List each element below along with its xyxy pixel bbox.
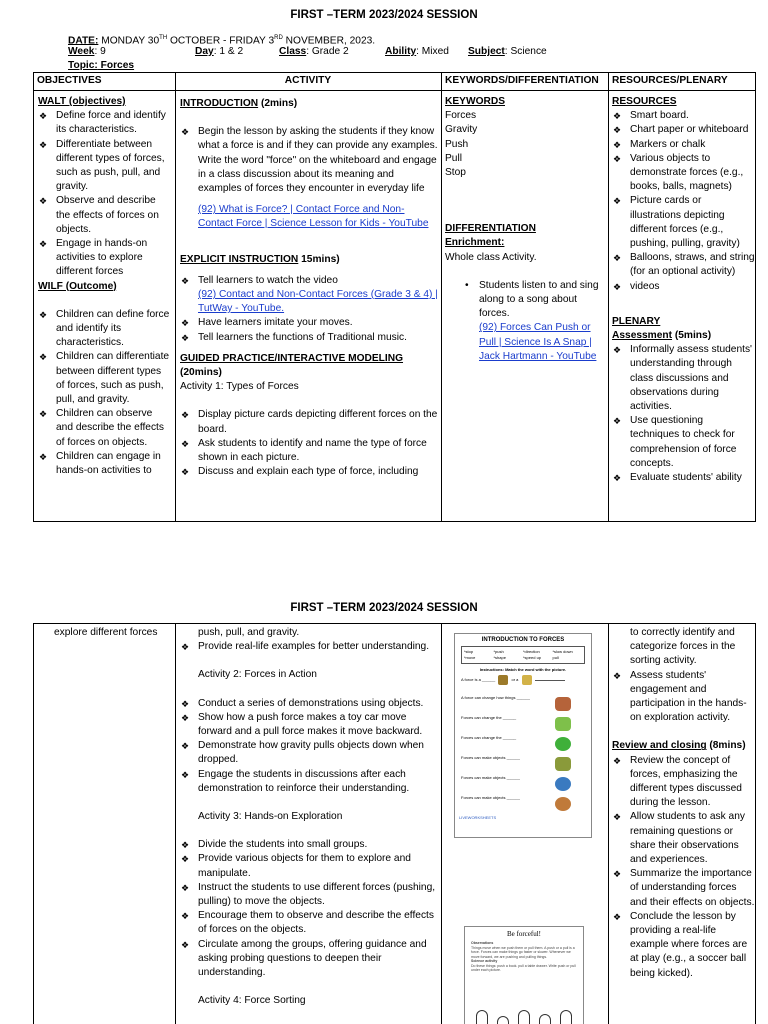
class-label: Class — [279, 46, 307, 57]
header-divider — [34, 90, 755, 91]
class-field — [279, 45, 349, 59]
date-mid: OCTOBER - FRIDAY 3 — [167, 35, 275, 47]
list-item: ❖ videos — [612, 280, 755, 294]
keyword-item: Stop — [445, 167, 466, 179]
worksheet-text: Observations Things move when we push them or pull them. A push or a pull is a force. Forces can make things go faster or slower. Whenever we move forward, we are pushing and pulling things. Science activity Do these things: push a book. pull a table drawer. Write push or pull under each picture. — [471, 941, 576, 972]
list-item: ❖ Evaluate students' ability — [612, 471, 755, 485]
date-end: NOVEMBER, 2023. — [282, 35, 376, 47]
topic-value: Forces — [97, 60, 135, 71]
resources-heading: RESOURCES — [612, 96, 677, 107]
list-item: ❖ Various objects to demonstrate forces (e.g., books, balls, magnets) — [612, 152, 755, 195]
introduction-time: (2mins) — [258, 98, 298, 109]
column-header-resources: RESOURCES/PLENARY — [612, 75, 728, 86]
list-item: ❖ Discuss and explain each type of force, including — [180, 465, 438, 479]
subject-value: : Science — [504, 46, 547, 57]
date-label: DATE: — [68, 35, 99, 47]
list-item: ❖ Children can observe and describe the effects of forces on objects. — [38, 407, 172, 450]
list-item: ❖ Summarize the importance of understanding forces and their effects on objects. — [612, 867, 755, 910]
date-sup: TH — [159, 35, 168, 41]
list-item: ❖ Differentiate between different types of forces, such as push, pull, and gravity. — [38, 138, 172, 195]
snail-icon — [555, 797, 571, 811]
date-sup: RD — [274, 35, 283, 41]
worksheet-row: Forces can change the ______ — [455, 735, 591, 755]
worksheet-row: Forces can make objects ______ — [455, 755, 591, 775]
word-bank-item: *direction — [523, 649, 540, 654]
ability-field — [385, 45, 449, 59]
list-item: • Students listen to and sing along to a song about forces. (92) Forces Can Push or Pull | Science Is A Snap | Jack Hartmann - YouTube — [445, 279, 605, 364]
explicit-instruction-time: 15mins) — [298, 253, 340, 265]
list-item: ❖ Divide the students into small groups. — [180, 838, 438, 852]
ability-label: Ability — [385, 46, 417, 57]
assessment-heading: Assessment — [612, 330, 673, 342]
week-value: : 9 — [94, 46, 106, 57]
lesson-plan-table-continued — [33, 623, 756, 1024]
explicit-instruction-heading: EXPLICIT INSTRUCTION — [180, 253, 299, 265]
wilf-heading: WILF (Outcome) — [38, 280, 117, 292]
list-item: ❖ Show how a push force makes a toy car move forward and a pull force makes it move backward. — [180, 711, 438, 739]
plenary-heading: PLENARY — [612, 315, 661, 327]
worksheet-row: Forces can make objects ______ — [455, 775, 591, 795]
column-header-activity: ACTIVITY — [284, 75, 332, 86]
activity-subheading: Activity 1: Types of Forces — [180, 381, 299, 393]
column-header-objectives: OBJECTIVES — [37, 75, 102, 86]
subject-field — [468, 45, 547, 59]
column-divider — [441, 73, 442, 521]
keyword-item: Pull — [445, 152, 462, 164]
worksheet-image-be-forceful — [464, 926, 584, 1024]
day-value: : 1 & 2 — [213, 46, 244, 57]
list-item: ❖ Review the concept of forces, emphasizing the different types discussed during the lesson. — [612, 754, 755, 811]
review-closing-heading: Review and closing — [612, 740, 707, 752]
list-item: ❖ Markers or chalk — [612, 138, 755, 152]
list-item: ❖ Observe and describe the effects of forces on objects. — [38, 194, 172, 237]
subject-label: Subject — [468, 46, 505, 57]
list-item: ❖ Encourage them to observe and describe the effects of forces on the objects. — [180, 909, 438, 937]
list-item: ❖ Assess students' engagement and participation in the hands-on exploration activity. — [612, 669, 755, 726]
list-item: ❖ Allow students to ask any remaining questions or share their observations and experiences. — [612, 810, 755, 867]
list-item: ❖ Provide various objects for them to explore and manipulate. — [180, 852, 438, 880]
person-figure-icon — [497, 1016, 509, 1024]
worksheet-row: Forces can change the ______ — [455, 715, 591, 735]
list-item: ❖ Provide real-life examples for better understanding. — [180, 640, 438, 654]
activity-cell — [180, 97, 438, 521]
word-bank-item: *slow down — [552, 649, 573, 654]
word-bank-item: *stop — [464, 649, 474, 654]
list-item: ❖ Balloons, straws, and string (for an optional activity) — [612, 251, 755, 279]
column-divider — [441, 624, 442, 1024]
list-item: ❖ Engage in hands-on activities to explore different forces — [38, 237, 172, 280]
page-title: FIRST –TERM 2023/2024 SESSION — [290, 602, 478, 614]
word-bank-item: *speed up — [523, 655, 542, 660]
objectives-continued: explore different forces — [54, 627, 158, 638]
guided-practice-heading: GUIDED PRACTICE/INTERACTIVE MODELING — [180, 352, 404, 364]
list-item: ❖ Conduct a series of demonstrations using objects. — [180, 697, 438, 711]
differentiation-heading: DIFFERENTIATION — [445, 223, 536, 235]
column-divider — [608, 624, 609, 1024]
column-divider — [175, 73, 176, 521]
objectives-cell — [38, 95, 172, 521]
review-closing-time: (8mins) — [706, 740, 746, 752]
keyword-item: Forces — [445, 110, 477, 122]
person-figure-icon — [539, 1014, 551, 1024]
activity-3-heading: Activity 3: Hands-on Exploration — [198, 811, 343, 823]
person-figure-icon — [518, 1010, 530, 1024]
list-item: ❖ Define force and identify its characteristics. — [38, 109, 172, 137]
ability-value: : Mixed — [416, 46, 449, 57]
person-figure-icon — [560, 1010, 572, 1024]
worksheet-image-forces — [454, 633, 592, 838]
list-item: ❖ Use questioning techniques to check for comprehension of force concepts. — [612, 414, 755, 471]
lesson-plan-table — [33, 72, 756, 522]
person-figure-icon — [476, 1010, 488, 1024]
resources-continued-text: to correctly identify and categorize forces in the sorting activity. — [630, 627, 736, 667]
guided-practice-time: (20mins) — [180, 367, 222, 379]
word-bank — [461, 646, 585, 664]
topic-label: Topic: — [68, 60, 98, 71]
resources-continued — [612, 626, 755, 1024]
week-label: Week — [68, 46, 95, 57]
day-label: Day — [195, 46, 214, 57]
person-pushing-icon — [555, 697, 571, 711]
list-item: ❖ Conclude the lesson by providing a real-life example where forces are at play (e.g., a soccer ball being kicked). — [612, 910, 755, 981]
squashed-ball-icon — [555, 737, 571, 751]
introduction-paragraph: Write the word "force" on the whiteboard and engage in a class discussion about its meaning and examples of forces they encounter in everyday life — [198, 154, 437, 195]
skater-icon — [555, 757, 571, 771]
worksheet-footer: LIVEWORKSHEETS — [459, 815, 497, 820]
push-picture-icon — [522, 675, 532, 685]
introduction-heading: INTRODUCTION — [180, 98, 259, 109]
list-item: ❖ Children can define force and identify its characteristics. — [38, 308, 172, 351]
activity-continued-text: push, pull, and gravity. — [198, 627, 300, 638]
column-divider — [175, 624, 176, 1024]
word-bank-item: *shape — [493, 655, 506, 660]
video-link[interactable]: (92) What is Force? | Contact Force and Non-Contact Force | Science Lesson for Kids - YouTube — [198, 204, 429, 230]
pull-picture-icon — [498, 675, 508, 685]
video-link[interactable]: (92) Contact and Non-Contact Forces (Grade 3 & 4) | TutWay - YouTube. — [198, 289, 438, 315]
wilf-list — [38, 308, 172, 478]
date-value: MONDAY 30 — [98, 35, 160, 47]
worksheet-instructions: Instructions: Match the word with the picture. — [479, 667, 567, 672]
snail-icon — [555, 777, 571, 791]
worksheet-row: A force is a ______ or a — [455, 675, 591, 695]
walt-list — [38, 109, 172, 279]
worksheet-row: A force can change how things ______ — [455, 695, 591, 715]
list-item: ❖ Demonstrate how gravity pulls objects down when dropped. — [180, 739, 438, 767]
word-bank-item: *move — [464, 655, 476, 660]
activity-continued — [180, 626, 438, 1024]
keyword-item: Push — [445, 138, 469, 150]
list-item: ❖ Smart board. — [612, 109, 755, 123]
list-item: ❖ Instruct the students to use different forces (pushing, pulling) to move the objects. — [180, 881, 438, 909]
list-item: ❖ Display picture cards depicting different forces on the board. — [180, 408, 438, 436]
worksheet-row: Forces can make objects ______ — [455, 795, 591, 815]
walt-heading: WALT (objectives) — [38, 96, 126, 107]
list-item: ❖ Tell learners to watch the video (92) Contact and Non-Contact Forces (Grade 3 & 4) | TutWay - YouTube. — [180, 274, 438, 317]
list-item: ❖ Children can differentiate between different types of forces, such as push, pull, and gravity. — [38, 350, 172, 407]
word-bank-item: *push — [493, 649, 504, 654]
list-item: ❖ Children can engage in hands-on activities to — [38, 450, 172, 478]
enrichment-heading: Enrichment: — [445, 237, 505, 249]
activity-2-heading: Activity 2: Forces in Action — [198, 669, 317, 681]
list-item: ❖ Circulate among the groups, offering guidance and asking probing questions to deepen their understanding. — [180, 938, 438, 981]
column-divider — [608, 73, 609, 521]
keywords-cell — [445, 95, 605, 521]
list-item: ❖ Ask students to identify and name the type of force shown in each picture. — [180, 437, 438, 465]
keyword-item: Gravity — [445, 124, 478, 136]
assessment-time: (5mins) — [672, 330, 712, 342]
list-item: ❖ Have learners imitate your moves. — [180, 316, 438, 330]
keywords-heading: KEYWORDS — [445, 96, 505, 107]
list-item: ❖ Begin the lesson by asking the students if they know what a force is and if they can provide any examples. — [180, 125, 438, 153]
list-item: ❖ Tell learners the functions of Traditional music. — [180, 331, 438, 345]
car-direction-icon — [555, 717, 571, 731]
activity-4-heading: Activity 4: Force Sorting — [198, 995, 306, 1007]
page-title: FIRST –TERM 2023/2024 SESSION — [290, 9, 478, 21]
week-field — [68, 45, 106, 59]
worksheet-title: Be forceful! — [506, 930, 541, 938]
resources-cell — [612, 95, 755, 521]
column-header-keywords: KEYWORDS/DIFFERENTIATION — [445, 75, 599, 86]
list-item: ❖ Engage the students in discussions after each demonstration to reinforce their understanding. — [180, 768, 438, 796]
enrichment-text: Whole class Activity. — [445, 251, 537, 263]
list-item: ❖ Picture cards or illustrations depicting different forces (e.g., pushing, pulling, gravity) — [612, 194, 755, 251]
word-bank-item: pull — [552, 655, 559, 660]
day-field — [195, 45, 243, 59]
class-value: : Grade 2 — [306, 46, 349, 57]
list-item: ❖ Chart paper or whiteboard — [612, 123, 755, 137]
list-item: ❖ Informally assess students' understanding through class discussions and observations during activities. — [612, 343, 755, 414]
worksheet-title: INTRODUCTION TO FORCES — [481, 637, 565, 643]
video-link[interactable]: (92) Forces Can Push or Pull | Science Is A Snap | Jack Hartmann - YouTube — [479, 322, 597, 362]
worksheet-figures — [471, 1002, 577, 1024]
